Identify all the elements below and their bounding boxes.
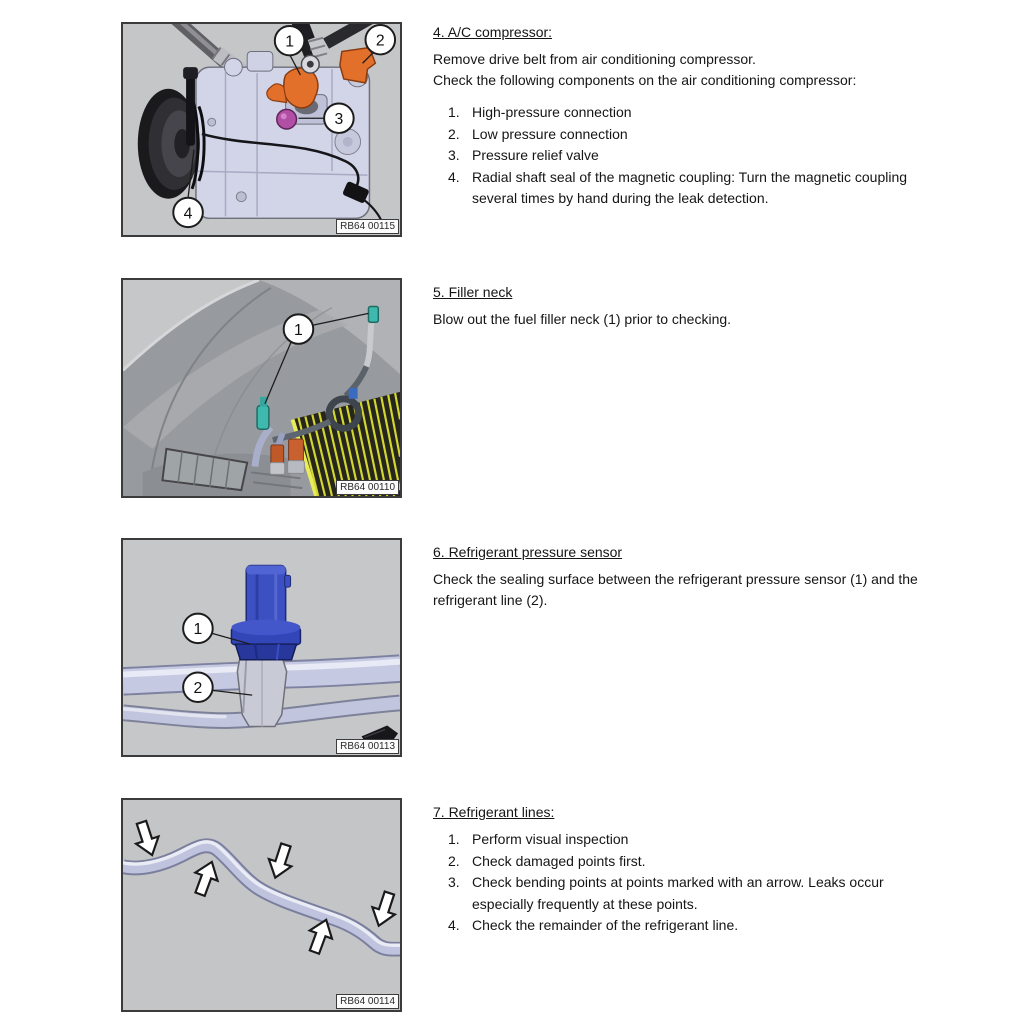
list-text: Check damaged points first. bbox=[472, 852, 646, 869]
list-item bbox=[433, 872, 953, 915]
figure-refrigerant-lines bbox=[121, 798, 402, 1012]
list-item bbox=[433, 829, 953, 851]
list-number: 4. bbox=[448, 168, 460, 185]
svg-text:2: 2 bbox=[193, 680, 203, 698]
list-item bbox=[433, 102, 953, 124]
filler-neck-clip-left bbox=[257, 406, 269, 430]
pressure-relief-valve bbox=[277, 109, 297, 129]
figure-refrigerant-pressure-sensor bbox=[121, 538, 402, 757]
list-item bbox=[433, 124, 953, 146]
figure-code-label: RB64 00113 bbox=[336, 739, 399, 754]
paragraph: Blow out the fuel filler neck (1) prior to checking. bbox=[433, 311, 732, 327]
figure-code-label: RB64 00110 bbox=[336, 480, 399, 495]
callout-2 bbox=[183, 673, 213, 702]
sensor-fitting bbox=[237, 656, 286, 727]
section-heading: 7. Refrigerant lines: bbox=[433, 804, 555, 820]
figure-code-label: RB64 00114 bbox=[336, 994, 399, 1009]
figure-filler-neck bbox=[121, 278, 402, 498]
section-filler-neck bbox=[433, 282, 953, 330]
list-number: 1. bbox=[448, 104, 460, 120]
section-heading: 5. Filler neck bbox=[433, 284, 513, 300]
list-item bbox=[433, 851, 953, 873]
list-text: Radial shaft seal of the magnetic coupling: Turn the magnetic coupling several times by hand during the leak detection. bbox=[472, 168, 908, 206]
list-number: 3. bbox=[448, 874, 460, 890]
callout-2 bbox=[365, 25, 395, 54]
filler-neck-clip-right bbox=[368, 307, 378, 323]
component-list bbox=[433, 102, 953, 210]
list-text: Check bending points at points marked with an arrow. Leaks occur especially frequently at these points. bbox=[472, 874, 884, 912]
paragraph: Check the sealing surface between the refrigerant pressure sensor (1) and the refrigerant line (2). bbox=[433, 571, 918, 608]
svg-text:1: 1 bbox=[285, 33, 294, 51]
callout-1 bbox=[284, 314, 314, 343]
list-number: 3. bbox=[448, 147, 460, 163]
callout-1 bbox=[183, 614, 213, 643]
svg-text:1: 1 bbox=[193, 621, 203, 639]
list-text: Low pressure connection bbox=[472, 125, 628, 142]
callout-1 bbox=[275, 26, 305, 55]
list-number: 4. bbox=[448, 917, 460, 933]
list-item bbox=[433, 915, 953, 937]
callout-4 bbox=[173, 198, 203, 227]
svg-text:3: 3 bbox=[334, 111, 344, 129]
section-ac-compressor bbox=[433, 22, 953, 210]
list-text: High-pressure connection bbox=[472, 104, 632, 120]
svg-text:4: 4 bbox=[183, 205, 193, 223]
list-number: 2. bbox=[448, 852, 460, 869]
list-item bbox=[433, 167, 953, 210]
section-refrigerant-lines bbox=[433, 802, 953, 937]
section-refrigerant-pressure-sensor bbox=[433, 542, 953, 611]
figure-code-label: RB64 00115 bbox=[336, 219, 399, 234]
list-item bbox=[433, 145, 953, 167]
list-text: Pressure relief valve bbox=[472, 147, 599, 163]
list-text: Perform visual inspection bbox=[472, 831, 629, 847]
pressure-sensor-illustration bbox=[123, 540, 400, 755]
list-number: 2. bbox=[448, 125, 460, 142]
svg-text:2: 2 bbox=[375, 32, 385, 50]
section-heading: 4. A/C compressor: bbox=[433, 24, 553, 40]
paragraph: Check the following components on the air conditioning compressor: bbox=[433, 72, 857, 88]
inspection-steps-list bbox=[433, 829, 953, 937]
figure-ac-compressor bbox=[121, 22, 402, 237]
filler-neck-illustration bbox=[123, 280, 400, 496]
section-heading: 6. Refrigerant pressure sensor bbox=[433, 544, 623, 560]
svg-text:1: 1 bbox=[294, 322, 303, 339]
callout-3 bbox=[324, 103, 354, 132]
list-text: Check the remainder of the refrigerant line. bbox=[472, 917, 739, 933]
list-number: 1. bbox=[448, 831, 460, 847]
refrigerant-line-illustration bbox=[123, 800, 400, 1010]
ac-compressor-illustration bbox=[123, 24, 400, 235]
paragraph: Remove drive belt from air conditioning compressor. bbox=[433, 51, 756, 67]
